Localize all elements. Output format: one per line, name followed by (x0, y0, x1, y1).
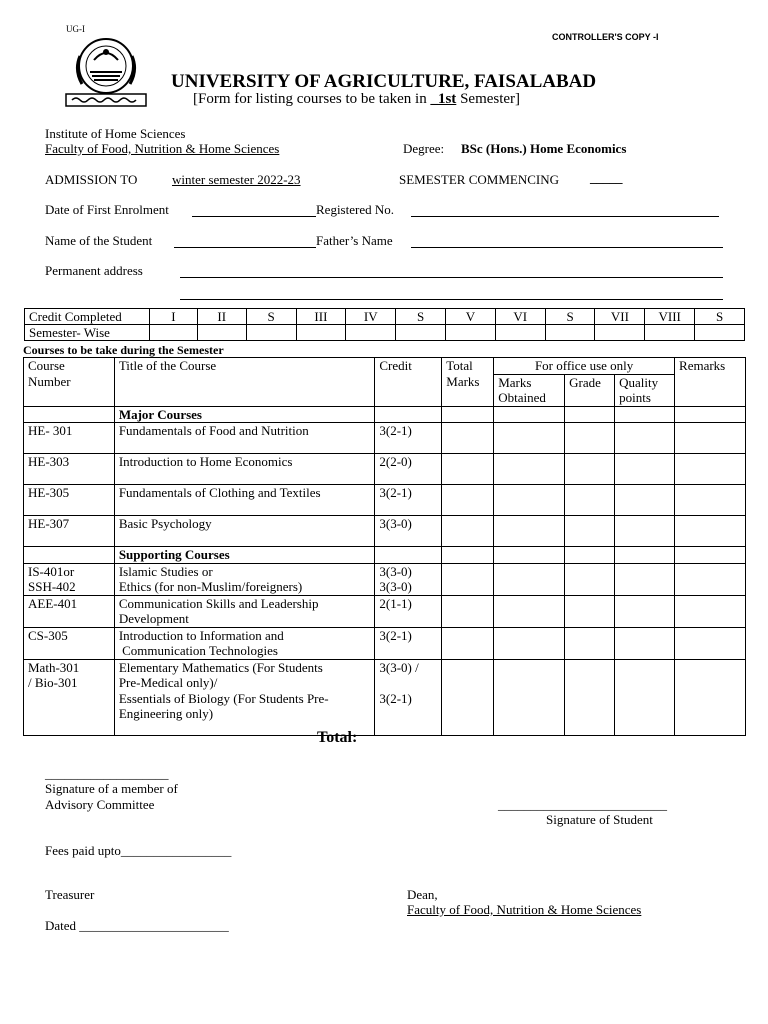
remarks-cell[interactable] (675, 423, 746, 454)
remarks-cell[interactable] (675, 627, 746, 659)
semester-col: S (246, 309, 296, 325)
grade-cell[interactable] (565, 485, 615, 516)
course-credit: 3(2-1) (375, 485, 442, 516)
table-row (24, 516, 746, 547)
semester-col: IV (346, 309, 396, 325)
subtitle-semester: _1st (430, 91, 457, 107)
admission-label: ADMISSION TO (45, 172, 138, 187)
permanent-address-label: Permanent address (45, 263, 143, 278)
credit-cell[interactable] (197, 325, 246, 341)
dean-label: Dean, (407, 887, 438, 902)
course-code (24, 659, 115, 735)
credit-completed-label: Credit Completed (25, 309, 150, 325)
remarks-cell[interactable] (675, 454, 746, 485)
marks-obtained-cell[interactable] (494, 659, 565, 735)
table-row (24, 563, 746, 595)
empty-cell (675, 406, 746, 423)
quality-points-cell[interactable] (615, 627, 675, 659)
credit-cell[interactable] (695, 325, 745, 341)
semester-col: VI (495, 309, 545, 325)
semester-col: III (296, 309, 346, 325)
total-marks-cell[interactable] (442, 423, 494, 454)
courses-header-row (24, 358, 746, 375)
total-marks-cell[interactable] (442, 595, 494, 627)
copy-label: CONTROLLER'S COPY -I (552, 32, 659, 42)
father-name-field[interactable] (411, 247, 723, 248)
course-title-line: Elementary Mathematics (For Students (118, 659, 323, 675)
header-credit: Credit (375, 358, 442, 407)
course-credit-line: 3(2-1) (379, 627, 412, 643)
empty-cell (494, 547, 565, 564)
credit-completed-table (24, 308, 745, 341)
grade-cell[interactable] (565, 659, 615, 735)
supporting-courses-heading: Supporting Courses (114, 547, 375, 564)
empty-cell (565, 547, 615, 564)
course-credit: 3(3-0) (375, 516, 442, 547)
table-row (24, 454, 746, 485)
semester-col: V (445, 309, 495, 325)
credit-cell[interactable] (246, 325, 296, 341)
empty-cell (375, 547, 442, 564)
empty-cell (615, 547, 675, 564)
header-total-marks: Total Marks (442, 358, 494, 407)
course-title-line: Introduction to Information and (118, 627, 284, 643)
semester-col: I (150, 309, 198, 325)
empty-cell (24, 547, 115, 564)
university-logo (64, 30, 148, 110)
credit-cell[interactable] (645, 325, 695, 341)
fees-paid-field[interactable]: Fees paid upto_________________ (45, 843, 232, 858)
header-course-number: Course Number (24, 358, 115, 407)
table-row (24, 627, 746, 659)
empty-cell (675, 547, 746, 564)
course-code-line: Math-301 (28, 659, 80, 675)
grade-cell[interactable] (565, 454, 615, 485)
course-title-line: Communication Technologies (118, 643, 278, 658)
empty-cell (375, 406, 442, 423)
semester-commencing-value[interactable]: _____ (590, 170, 623, 185)
course-title: Introduction to Home Economics (114, 454, 375, 485)
treasurer-label: Treasurer (45, 887, 95, 902)
supporting-courses-heading-row (24, 547, 746, 564)
course-title: Basic Psychology (114, 516, 375, 547)
registered-no-label: Registered No. (316, 202, 394, 217)
advisory-signature-label-1: Signature of a member of (45, 781, 178, 796)
total-marks-cell[interactable] (442, 563, 494, 595)
course-title (114, 563, 375, 595)
course-credit-line: 3(3-0) (379, 579, 412, 594)
course-credit-line: 3(3-0) (379, 563, 412, 579)
credit-cell[interactable] (150, 325, 198, 341)
course-title-line: Essentials of Biology (For Students Pre- (118, 690, 329, 706)
credit-table-header-row (25, 309, 745, 325)
total-marks-cell[interactable] (442, 485, 494, 516)
dean-faculty: Faculty of Food, Nutrition & Home Sciences (407, 902, 642, 917)
grade-cell[interactable] (565, 595, 615, 627)
total-label: Total: (317, 729, 358, 746)
course-code: HE-303 (24, 454, 115, 485)
course-credit: 3(2-1) (375, 423, 442, 454)
header-office-use: For office use only (494, 358, 675, 375)
course-credit (375, 659, 442, 735)
student-name-label: Name of the Student (45, 233, 153, 248)
credit-cell[interactable] (595, 325, 645, 341)
form-code: UG-I (66, 24, 85, 34)
semester-col: S (695, 309, 745, 325)
course-title-line: Communication Skills and Leadership (118, 595, 319, 611)
course-credit: 2(2-0) (375, 454, 442, 485)
empty-cell (565, 406, 615, 423)
course-title-line: Ethics (for non-Muslim/foreigners) (118, 579, 303, 594)
marks-obtained-cell[interactable] (494, 627, 565, 659)
course-code-line: / Bio-301 (28, 675, 78, 690)
course-title-line: Development (118, 611, 189, 626)
student-signature-line[interactable]: __________________________ (498, 797, 667, 812)
credit-cell[interactable] (495, 325, 545, 341)
course-title: Fundamentals of Clothing and Textiles (114, 485, 375, 516)
credit-cell[interactable] (346, 325, 396, 341)
course-code-line: CS-305 (28, 627, 68, 643)
course-credit (375, 595, 442, 627)
admission-value[interactable]: winter semester 2022-23 (172, 172, 301, 187)
empty-cell (615, 406, 675, 423)
course-credit-line: 3(2-1) (379, 690, 412, 706)
empty-cell (24, 406, 115, 423)
first-enrolment-label: Date of First Enrolment (45, 202, 169, 217)
marks-obtained-cell[interactable] (494, 485, 565, 516)
course-title: Fundamentals of Food and Nutrition (114, 423, 375, 454)
registered-no-field[interactable] (411, 216, 719, 217)
advisory-signature-label-2: Advisory Committee (45, 797, 155, 812)
advisory-signature-line[interactable]: ___________________ (45, 766, 169, 781)
course-code (24, 595, 115, 627)
marks-obtained-cell[interactable] (494, 563, 565, 595)
courses-table (23, 357, 746, 736)
university-title: UNIVERSITY OF AGRICULTURE, FAISALABAD (171, 71, 597, 92)
credit-cell[interactable] (296, 325, 346, 341)
quality-points-cell[interactable] (615, 595, 675, 627)
course-code: HE- 301 (24, 423, 115, 454)
header-grade: Grade (565, 374, 615, 406)
course-code: HE-307 (24, 516, 115, 547)
header-remarks: Remarks (675, 358, 746, 407)
semester-wise-label: Semester- Wise (25, 325, 150, 341)
grade-cell[interactable] (565, 627, 615, 659)
student-name-field[interactable] (174, 247, 316, 248)
degree-label: Degree: (403, 141, 445, 156)
semester-col: VIII (645, 309, 695, 325)
remarks-cell[interactable] (675, 659, 746, 735)
credit-cell[interactable] (545, 325, 595, 341)
remarks-cell[interactable] (675, 516, 746, 547)
address-field-line-1[interactable] (180, 277, 723, 278)
course-credit (375, 563, 442, 595)
semester-col: II (197, 309, 246, 325)
table-row (24, 485, 746, 516)
header-marks-obtained: Marks Obtained (494, 374, 565, 406)
first-enrolment-field[interactable] (192, 216, 316, 217)
remarks-cell[interactable] (675, 485, 746, 516)
marks-obtained-cell[interactable] (494, 516, 565, 547)
credit-table-value-row (25, 325, 745, 341)
empty-cell (442, 547, 494, 564)
major-courses-heading: Major Courses (114, 406, 375, 423)
total-marks-cell[interactable] (442, 454, 494, 485)
course-title-line: Pre-Medical only)/ (118, 675, 218, 690)
quality-points-cell[interactable] (615, 423, 675, 454)
semester-commencing-label: SEMESTER COMMENCING (399, 172, 559, 187)
quality-points-cell[interactable] (615, 485, 675, 516)
course-code-line: AEE-401 (28, 595, 78, 611)
dated-field[interactable]: Dated _______________________ (45, 918, 229, 933)
grade-cell[interactable] (565, 563, 615, 595)
course-code-line: SSH-402 (28, 579, 76, 594)
table-row (24, 595, 746, 627)
course-credit-line: 3(3-0) / (379, 659, 419, 675)
remarks-cell[interactable] (675, 563, 746, 595)
credit-cell[interactable] (445, 325, 495, 341)
header-course-title: Title of the Course (114, 358, 375, 407)
major-courses-heading-row (24, 406, 746, 423)
semester-col: VII (595, 309, 645, 325)
course-code (24, 563, 115, 595)
grade-cell[interactable] (565, 516, 615, 547)
marks-obtained-cell[interactable] (494, 454, 565, 485)
student-signature-label: Signature of Student (546, 812, 653, 827)
empty-cell (494, 406, 565, 423)
marks-obtained-cell[interactable] (494, 423, 565, 454)
course-title (114, 627, 375, 659)
course-title-line: Islamic Studies or (118, 563, 213, 579)
quality-points-cell[interactable] (615, 659, 675, 735)
total-marks-cell[interactable] (442, 627, 494, 659)
semester-col: S (396, 309, 446, 325)
degree-value: BSc (Hons.) Home Economics (461, 141, 627, 156)
course-credit-line: 2(1-1) (379, 595, 412, 611)
quality-points-cell[interactable] (615, 563, 675, 595)
address-field-line-2[interactable] (180, 299, 723, 300)
course-title (114, 659, 375, 735)
table-row (24, 659, 746, 735)
course-credit-line (379, 675, 437, 691)
institute-name: Institute of Home Sciences (45, 126, 186, 141)
quality-points-cell[interactable] (615, 454, 675, 485)
remarks-cell[interactable] (675, 595, 746, 627)
course-code (24, 627, 115, 659)
empty-cell (442, 406, 494, 423)
form-subtitle (193, 91, 520, 108)
total-marks-cell[interactable] (442, 516, 494, 547)
course-credit (375, 627, 442, 659)
course-title-line: Engineering only) (118, 706, 214, 721)
header-quality-points: Quality points (615, 374, 675, 406)
grade-cell[interactable] (565, 423, 615, 454)
faculty-name: Faculty of Food, Nutrition & Home Sciences (45, 141, 280, 156)
marks-obtained-cell[interactable] (494, 595, 565, 627)
credit-cell[interactable] (396, 325, 446, 341)
father-name-label: Father’s Name (316, 233, 393, 248)
course-title (114, 595, 375, 627)
table-row (24, 423, 746, 454)
subtitle-prefix: [Form for listing courses to be taken in (193, 91, 427, 107)
course-code: HE-305 (24, 485, 115, 516)
total-marks-cell[interactable] (442, 659, 494, 735)
quality-points-cell[interactable] (615, 516, 675, 547)
courses-section-title: Courses to be take during the Semester (23, 343, 224, 357)
course-code-line: IS-401or (28, 563, 75, 579)
semester-col: S (545, 309, 595, 325)
subtitle-suffix: Semester] (460, 91, 521, 107)
